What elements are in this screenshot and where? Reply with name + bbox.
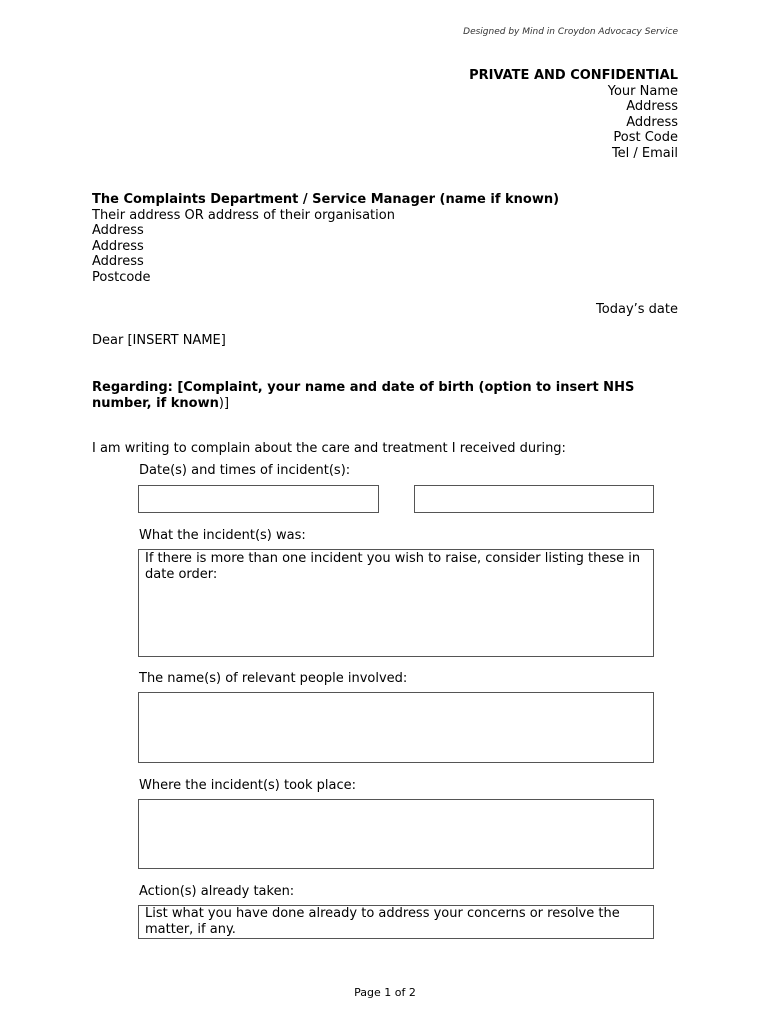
recipient-heading: The Complaints Department / Service Manager (name if known) <box>92 192 560 207</box>
sender-block <box>469 68 678 161</box>
salutation: Dear [INSERT NAME] <box>92 333 226 348</box>
regarding-line <box>92 380 672 411</box>
people-label: The name(s) of relevant people involved: <box>139 671 408 686</box>
dates-label: Date(s) and times of incident(s): <box>139 463 351 478</box>
people-field[interactable] <box>138 692 654 763</box>
sender-postcode: Post Code <box>613 130 678 145</box>
incident-label: What the incident(s) was: <box>139 528 306 543</box>
incident-field[interactable] <box>138 549 654 657</box>
regarding-bold: Regarding: [Complaint, your name and date of birth (option to insert NHS number, if known <box>92 380 635 411</box>
recipient-line-1: Their address OR address of their organisation <box>92 207 395 223</box>
action-label: Action(s) already taken: <box>139 884 295 899</box>
sender-contact: Tel / Email <box>611 145 678 161</box>
regarding-rest: )] <box>218 395 230 411</box>
incident-hint: If there is more than one incident you wish to raise, consider listing these in date order: <box>145 551 641 582</box>
recipient-line-3: Address <box>92 238 144 254</box>
recipient-line-2: Address <box>92 223 144 238</box>
header-note: Designed by Mind in Croydon Advocacy Service <box>463 27 678 37</box>
date-field-2[interactable] <box>414 485 654 513</box>
recipient-line-4: Address <box>92 254 144 269</box>
confidential-heading: PRIVATE AND CONFIDENTIAL <box>469 68 678 83</box>
sender-name: Your Name <box>607 83 678 99</box>
place-field[interactable] <box>138 799 654 869</box>
intro-text: I am writing to complain about the care and treatment I received during: <box>92 441 566 456</box>
date-field-1[interactable] <box>138 485 379 513</box>
sender-address-1: Address <box>626 99 678 114</box>
sender-address-2: Address <box>626 114 678 130</box>
page-number: Page 1 of 2 <box>354 986 416 999</box>
recipient-postcode: Postcode <box>92 269 151 285</box>
recipient-block <box>92 192 559 285</box>
place-label: Where the incident(s) took place: <box>139 778 357 793</box>
letter-date: Today’s date <box>596 302 678 317</box>
action-hint: List what you have done already to address your concerns or resolve the matter, if any. <box>145 906 620 937</box>
action-field[interactable] <box>138 905 654 939</box>
